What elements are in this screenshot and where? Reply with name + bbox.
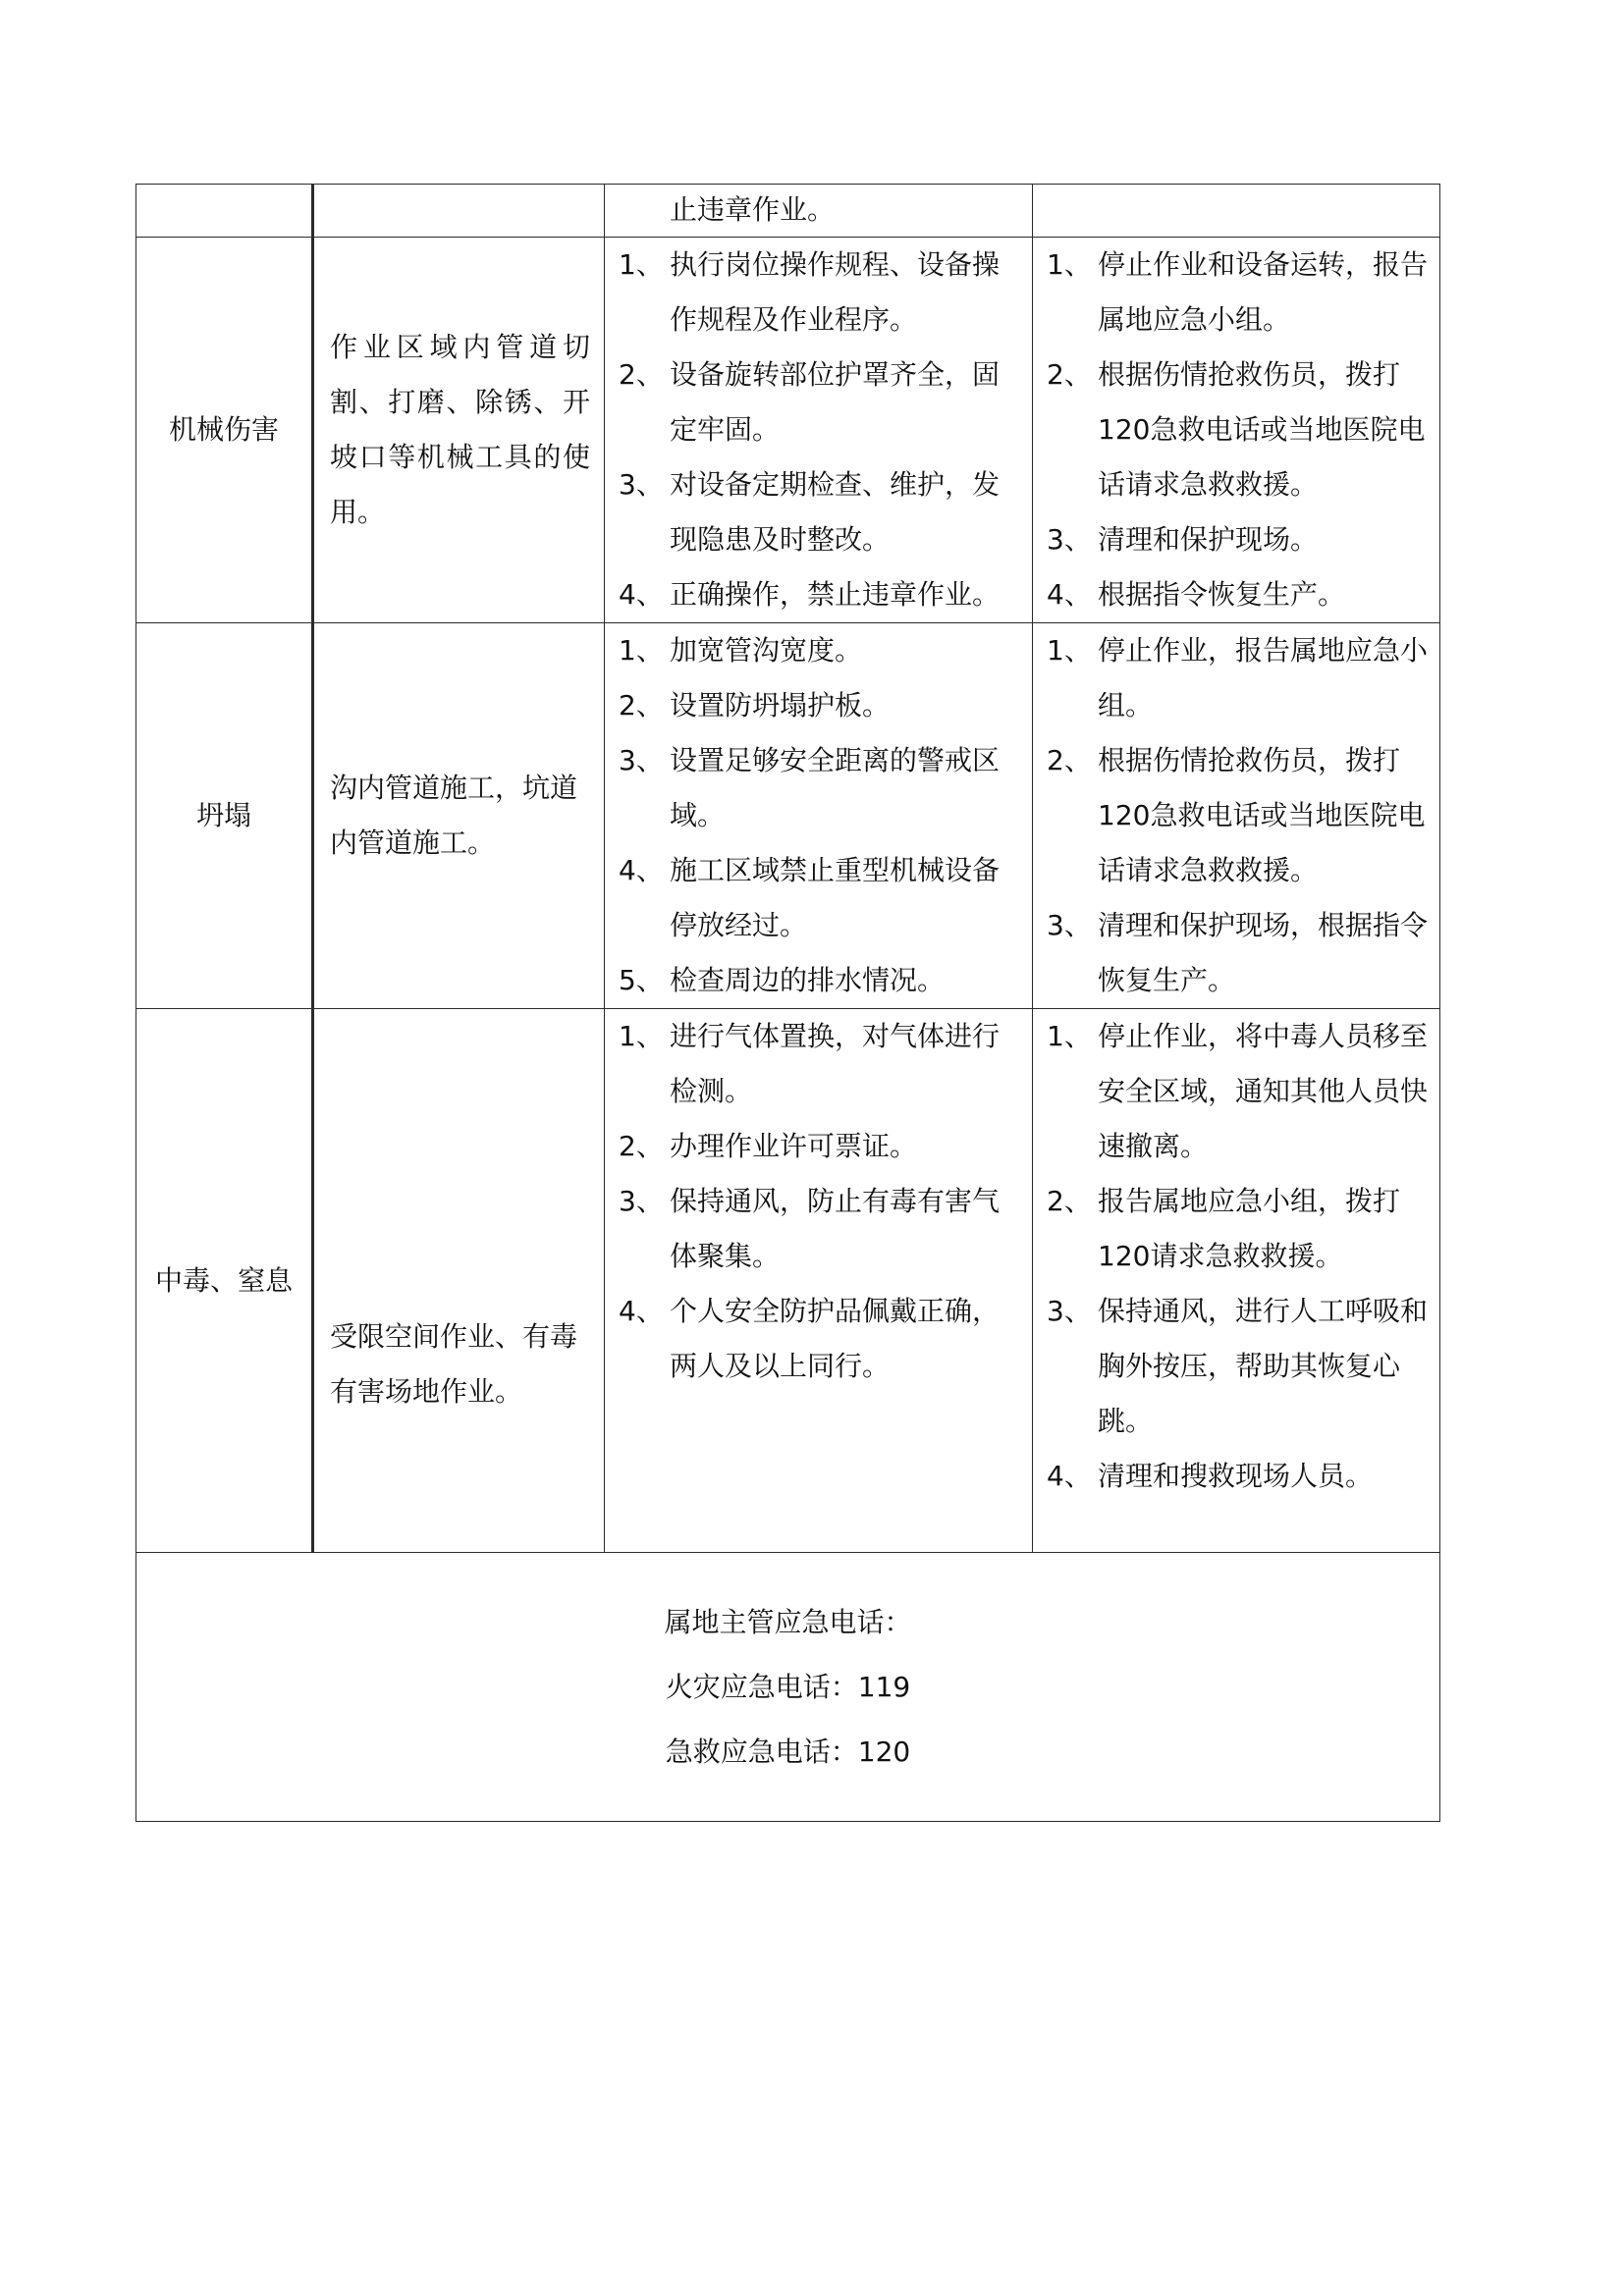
list-item [1047, 238, 1432, 347]
response-cell [1033, 238, 1440, 623]
table-row-continuation [136, 185, 1440, 238]
item-text: 停止作业，将中毒人员移至安全区域，通知其他人员快速撤离。 [1098, 1020, 1429, 1162]
list-item [619, 1174, 1024, 1284]
item-text: 执行岗位操作规程、设备操作规程及作业程序。 [670, 248, 1001, 336]
list-item [619, 953, 1024, 1008]
item-number: 2、 [619, 358, 664, 391]
item-number: 3、 [619, 468, 664, 501]
scene-text: 受限空间作业、有毒有害场地作业。 [330, 1319, 578, 1408]
item-number: 2、 [619, 1130, 664, 1162]
table-row [136, 623, 1440, 1009]
fire-emergency-phone: 火灾应急电话：119 [665, 1670, 911, 1703]
item-number: 3、 [1047, 909, 1092, 941]
item-text: 清理和保护现场，根据指令恢复生产。 [1098, 909, 1429, 996]
list-item [1047, 347, 1432, 512]
item-text: 正确操作，禁止违章作业。 [670, 578, 1001, 611]
item-text: 保持通风，防止有毒有害气体聚集。 [670, 1185, 1001, 1272]
item-text: 根据指令恢复生产。 [1098, 578, 1346, 611]
list-item [619, 1009, 1024, 1119]
item-number: 1、 [619, 634, 664, 667]
item-number: 4、 [619, 578, 664, 611]
emergency-measures-table [135, 184, 1440, 1822]
measure-list [605, 238, 1032, 622]
item-number: 3、 [619, 744, 664, 776]
item-text: 个人安全防护品佩戴正确，两人及以上同行。 [670, 1295, 1001, 1382]
item-number: 2、 [619, 689, 664, 721]
item-text: 清理和保护现场。 [1098, 523, 1319, 556]
response-cell-empty [1033, 185, 1440, 238]
item-text: 停止作业和设备运转，报告属地应急小组。 [1098, 248, 1429, 336]
measure-continuation-text: 止违章作业。 [670, 193, 836, 226]
item-number: 3、 [1047, 1295, 1092, 1327]
item-text: 停止作业，报告属地应急小组。 [1098, 634, 1429, 721]
list-item [1047, 1284, 1432, 1449]
response-list [1033, 623, 1439, 1008]
item-text: 加宽管沟宽度。 [670, 634, 863, 667]
item-number: 1、 [1047, 1020, 1092, 1052]
list-item [1047, 898, 1432, 1008]
scene-text: 作业区域内管道切割、打磨、除锈、开坡口等机械工具的使用。 [330, 331, 590, 528]
response-list [1033, 1009, 1439, 1504]
item-number: 4、 [1047, 1460, 1092, 1492]
response-cell [1033, 1009, 1440, 1553]
scene-cell [313, 1009, 605, 1553]
hazard-cell: 中毒、窒息 [136, 1009, 313, 1553]
item-number: 4、 [619, 1295, 664, 1327]
item-text: 施工区域禁止重型机械设备停放经过。 [670, 854, 1001, 941]
measure-cell [605, 1009, 1033, 1553]
item-text: 报告属地应急小组，拨打120请求急救救援。 [1098, 1185, 1401, 1272]
list-item [1047, 512, 1432, 567]
first-aid-emergency-phone: 急救应急电话：120 [665, 1735, 911, 1768]
scene-cell-empty [313, 185, 605, 238]
item-text: 根据伤情抢救伤员，拨打120急救电话或当地医院电话请求急救救援。 [1098, 744, 1426, 886]
hazard-cell: 机械伤害 [136, 238, 313, 623]
item-text: 办理作业许可票证。 [670, 1130, 918, 1162]
list-item [1047, 567, 1432, 622]
scene-cell [313, 238, 605, 623]
item-number: 1、 [1047, 634, 1092, 667]
measure-cell-continuation [605, 185, 1033, 238]
hazard-cell-empty [136, 185, 313, 238]
list-item [1047, 1449, 1432, 1504]
measure-cell [605, 623, 1033, 1009]
list-item [619, 843, 1024, 953]
list-item [1047, 733, 1432, 898]
table-row [136, 238, 1440, 623]
item-text: 对设备定期检查、维护，发现隐患及时整改。 [670, 468, 1001, 556]
item-number: 1、 [619, 248, 664, 281]
item-number: 5、 [619, 964, 664, 996]
list-item [1047, 1009, 1432, 1174]
list-item [619, 457, 1024, 567]
list-item [1047, 623, 1432, 733]
emergency-contacts-cell [136, 1553, 1440, 1822]
hazard-cell: 坍塌 [136, 623, 313, 1009]
item-number: 3、 [1047, 523, 1092, 556]
local-supervisor-phone: 属地主管应急电话： [664, 1605, 912, 1638]
list-item [1047, 1174, 1432, 1284]
list-item [619, 567, 1024, 622]
measure-list [605, 1009, 1032, 1394]
item-number: 1、 [1047, 248, 1092, 281]
item-text: 进行气体置换，对气体进行检测。 [670, 1020, 1001, 1107]
list-item [619, 733, 1024, 843]
measure-cell [605, 238, 1033, 623]
list-item [619, 1119, 1024, 1174]
list-item [619, 1284, 1024, 1394]
item-text: 设置防坍塌护板。 [670, 689, 891, 721]
item-number: 4、 [619, 854, 664, 886]
table-row [136, 1009, 1440, 1553]
item-text: 清理和搜救现场人员。 [1098, 1460, 1374, 1492]
item-text: 设备旋转部位护罩齐全，固定牢固。 [670, 358, 1001, 446]
response-list [1033, 238, 1439, 622]
list-item [619, 238, 1024, 347]
measure-list [605, 623, 1032, 1008]
item-number: 3、 [619, 1185, 664, 1217]
item-number: 2、 [1047, 744, 1092, 776]
item-text: 检查周边的排水情况。 [670, 964, 946, 996]
scene-text: 沟内管道施工，坑道内管道施工。 [330, 772, 578, 859]
list-item [619, 623, 1024, 678]
item-number: 2、 [1047, 358, 1092, 391]
item-text: 保持通风，进行人工呼吸和胸外按压，帮助其恢复心跳。 [1098, 1295, 1429, 1437]
table-row-footer [136, 1553, 1440, 1822]
item-text: 设置足够安全距离的警戒区域。 [670, 744, 1001, 831]
response-cell [1033, 623, 1440, 1009]
item-number: 2、 [1047, 1185, 1092, 1217]
list-item [619, 347, 1024, 457]
list-item [619, 678, 1024, 733]
item-number: 1、 [619, 1020, 664, 1052]
item-text: 根据伤情抢救伤员，拨打120急救电话或当地医院电话请求急救救援。 [1098, 358, 1426, 501]
item-number: 4、 [1047, 578, 1092, 611]
scene-cell [313, 623, 605, 1009]
